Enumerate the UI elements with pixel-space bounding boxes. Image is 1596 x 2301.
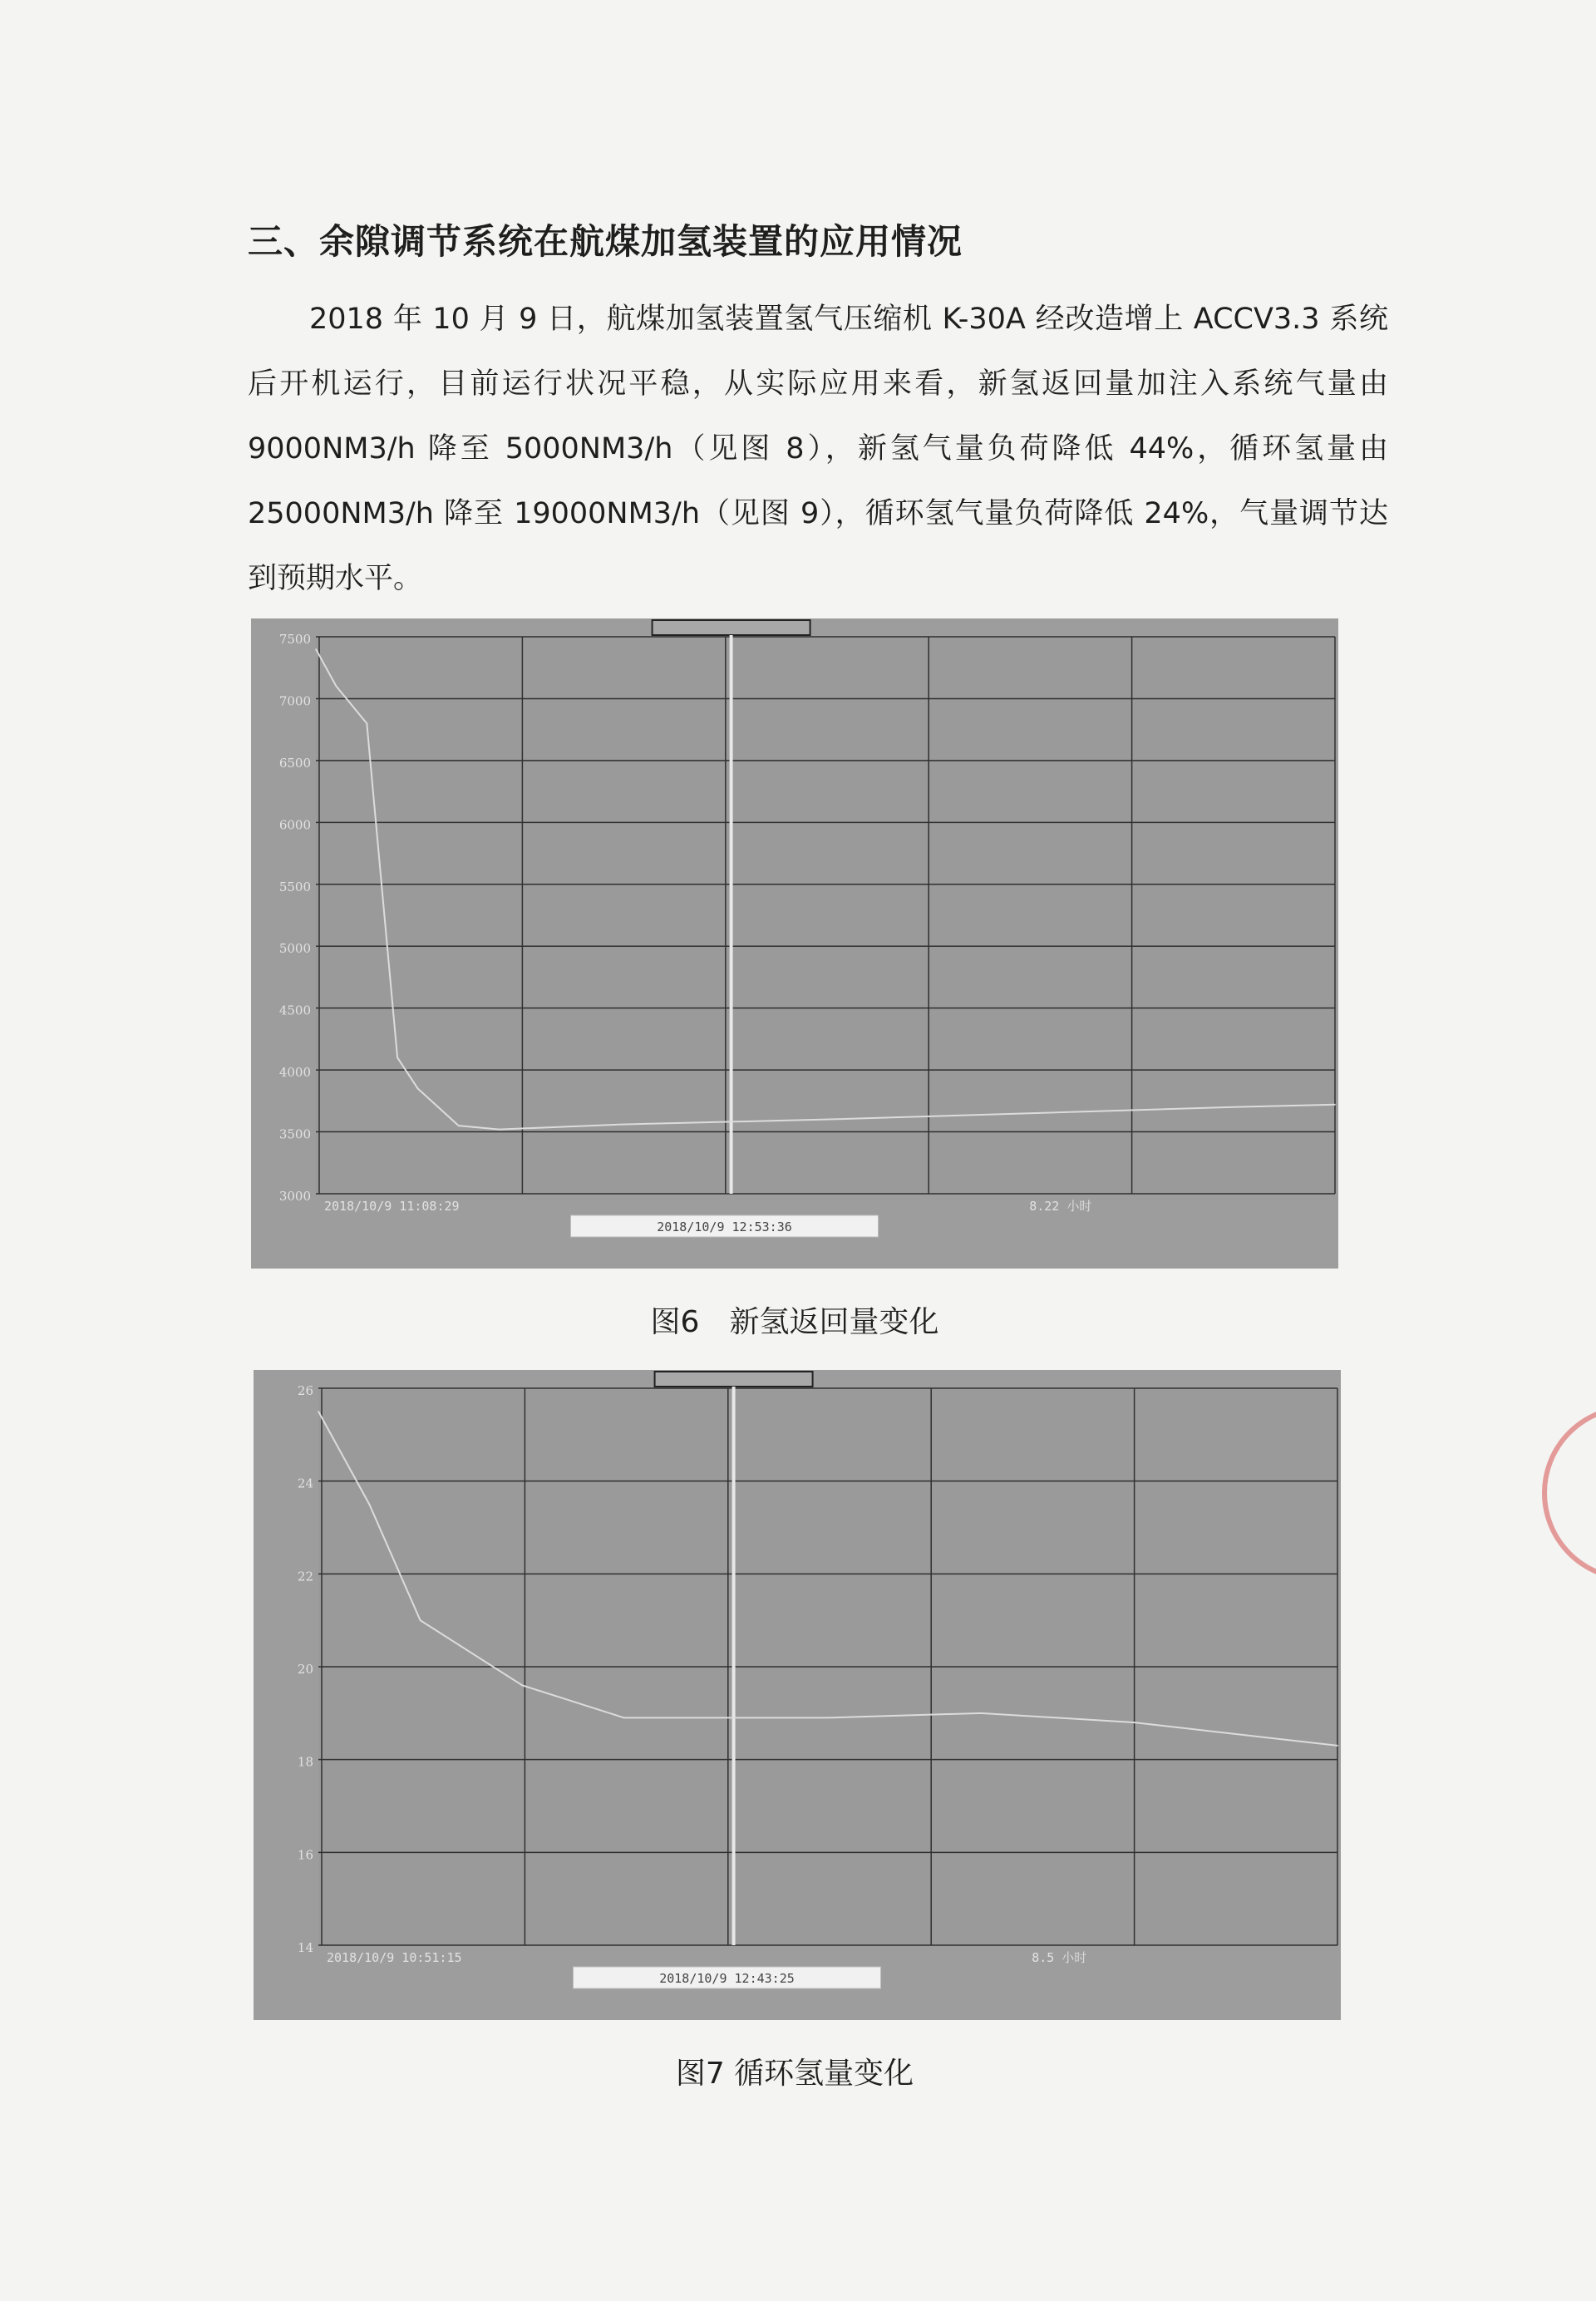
- data-point: [458, 1125, 460, 1126]
- data-point: [623, 1717, 625, 1719]
- y-tick-label: 6500: [278, 755, 311, 771]
- data-point: [521, 1685, 523, 1687]
- y-tick-label: 6000: [278, 817, 311, 833]
- y-tick-label: 4000: [278, 1065, 311, 1081]
- figure-6-caption: 图6 新氢返回量变化: [650, 1305, 939, 1339]
- data-point: [417, 1088, 419, 1090]
- data-point: [980, 1712, 982, 1714]
- data-point: [336, 686, 337, 687]
- data-point: [1028, 1112, 1030, 1114]
- x-start-label: 2018/10/9 10:51:15: [327, 1950, 462, 1965]
- cursor-tab: [653, 620, 810, 635]
- red-seal-stamp: [1542, 1405, 1596, 1581]
- data-point: [437, 1106, 439, 1108]
- plot-area: [316, 637, 1335, 1194]
- y-tick-label: 5000: [278, 941, 311, 957]
- y-tick-label: 3000: [278, 1189, 311, 1204]
- x-span-label: 8.5 小时: [1032, 1950, 1087, 1965]
- data-point: [1133, 1722, 1135, 1723]
- data-point: [318, 1411, 319, 1412]
- y-tick-label: 7000: [278, 693, 311, 709]
- y-tick-label: 18: [297, 1754, 313, 1770]
- cursor-tab: [655, 1372, 813, 1387]
- cursor-time-label: 2018/10/9 12:43:25: [659, 1971, 795, 1986]
- data-point: [499, 1129, 500, 1131]
- y-tick-label: 14: [297, 1940, 313, 1955]
- chart-svg: [254, 1370, 1341, 2020]
- data-point: [420, 1619, 421, 1621]
- data-point: [369, 1504, 371, 1505]
- figure-6-chart: [251, 618, 1338, 1269]
- data-point: [315, 648, 317, 650]
- data-point: [1337, 1745, 1338, 1747]
- data-point: [621, 1124, 623, 1126]
- data-point: [1233, 1106, 1234, 1108]
- x-span-label: 8.22 小时: [1029, 1199, 1092, 1214]
- y-tick-label: 4500: [278, 1003, 311, 1018]
- data-point: [397, 1057, 398, 1058]
- data-point: [825, 1119, 826, 1121]
- section-heading: 三、余隙调节系统在航煤加氢装置的应用情况: [248, 221, 963, 262]
- y-tick-label: 5500: [278, 879, 311, 894]
- y-tick-label: 7500: [278, 632, 311, 647]
- y-tick-label: 20: [297, 1662, 313, 1677]
- x-start-label: 2018/10/9 11:08:29: [324, 1199, 460, 1214]
- y-tick-label: 16: [297, 1847, 313, 1863]
- data-point: [1334, 1104, 1336, 1106]
- figure-7-caption: 图7 循环氢量变化: [675, 2057, 914, 2091]
- data-point: [827, 1717, 829, 1719]
- cursor-time-label: 2018/10/9 12:53:36: [657, 1219, 792, 1234]
- y-tick-label: 26: [297, 1383, 313, 1398]
- data-point: [367, 722, 368, 724]
- y-tick-label: 3500: [278, 1126, 311, 1142]
- y-tick-label: 24: [297, 1476, 313, 1491]
- chart-svg: [251, 618, 1338, 1269]
- figure-7-chart: [254, 1370, 1341, 2020]
- body-paragraph: 2018 年 10 月 9 日，航煤加氢装置氢气压缩机 K-30A 经改造增上 ACCV3.3 系统后开机运行，目前运行状况平稳，从实际应用来看，新氢返回量加注入系统气量由 9000NM3/h 降至 5000NM3/h（见图 8），新氢气量负荷降低 44%，循环氢量由 25000NM3/h 降至 19000NM3/h（见图 9），循环氢气量负荷降低 24%，气量调节达到预期水平。: [248, 303, 1388, 595]
- y-tick-label: 22: [297, 1569, 313, 1584]
